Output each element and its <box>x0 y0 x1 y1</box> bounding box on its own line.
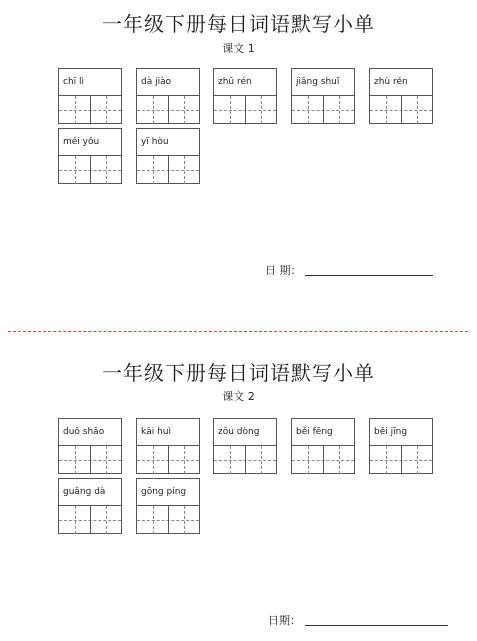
word-box <box>136 68 200 124</box>
word-pinyin: yī hòu <box>141 137 169 147</box>
word-pinyin: guǎng dà <box>63 487 106 497</box>
writing-grid[interactable] <box>59 445 121 474</box>
writing-grid[interactable] <box>214 95 276 124</box>
writing-grid[interactable] <box>292 95 354 124</box>
word-box <box>58 478 122 534</box>
sheet-title: 一年级下册每日词语默写小单 <box>102 12 375 36</box>
word-box <box>136 478 200 534</box>
word-pinyin: dà jiào <box>141 77 172 87</box>
writing-grid[interactable] <box>370 445 432 474</box>
word-box <box>58 68 122 124</box>
word-pinyin: zǒu dòng <box>218 427 260 437</box>
word-pinyin: gōng píng <box>141 487 187 497</box>
word-pinyin: chī lì <box>63 77 85 87</box>
date-label: 日期： <box>268 614 301 627</box>
writing-grid[interactable] <box>137 445 199 474</box>
writing-grid[interactable] <box>370 95 432 124</box>
lesson-label: 课文 1 <box>222 42 255 55</box>
word-pinyin: méi yǒu <box>63 137 100 147</box>
writing-grid[interactable] <box>137 155 199 184</box>
word-box <box>136 418 200 474</box>
word-box <box>213 68 277 124</box>
date-line[interactable] <box>305 275 433 276</box>
date-label: 日 期： <box>265 264 302 277</box>
word-box <box>291 418 355 474</box>
word-pinyin: běi jīng <box>374 427 408 437</box>
word-box <box>58 418 122 474</box>
sheet-title: 一年级下册每日词语默写小单 <box>102 361 375 385</box>
lesson-label: 课文 2 <box>222 390 255 403</box>
word-box <box>58 128 122 184</box>
writing-grid[interactable] <box>59 155 121 184</box>
writing-grid[interactable] <box>214 445 276 474</box>
date-line[interactable] <box>305 625 448 626</box>
word-box <box>369 418 433 474</box>
writing-grid[interactable] <box>137 505 199 534</box>
writing-grid[interactable] <box>292 445 354 474</box>
word-pinyin: kāi huì <box>141 427 171 437</box>
cut-line <box>8 331 468 332</box>
writing-grid[interactable] <box>137 95 199 124</box>
word-pinyin: zhū rén <box>218 77 252 87</box>
word-box <box>136 128 200 184</box>
word-pinyin: duō shǎo <box>63 427 105 437</box>
word-box <box>291 68 355 124</box>
word-box <box>369 68 433 124</box>
word-pinyin: běi fēng <box>296 427 333 437</box>
word-pinyin: zhù rén <box>374 77 408 87</box>
word-pinyin: jiāng shuǐ <box>296 77 340 87</box>
writing-grid[interactable] <box>59 505 121 534</box>
writing-grid[interactable] <box>59 95 121 124</box>
word-box <box>213 418 277 474</box>
